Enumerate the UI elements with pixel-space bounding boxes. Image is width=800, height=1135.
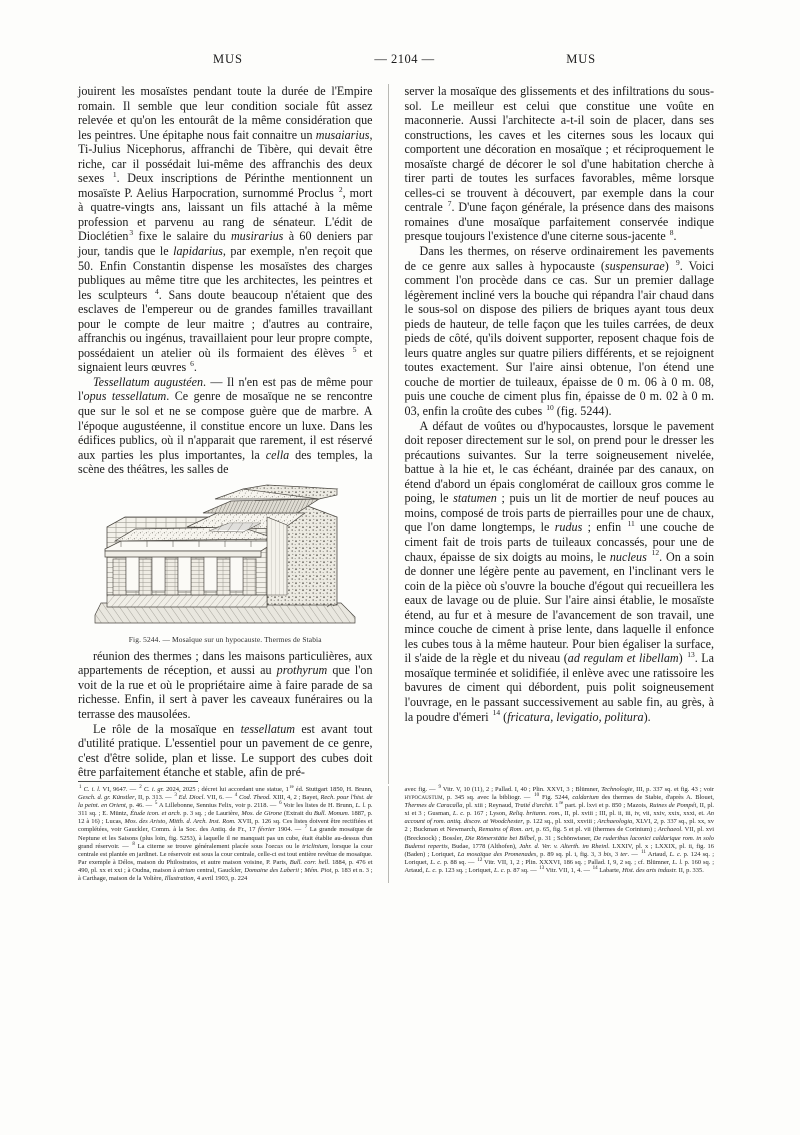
running-head <box>78 52 714 67</box>
footnote-column-left <box>78 786 389 883</box>
paragraph: réunion des thermes ; dans les maisons particulières, aux appartements de réception, et aussi au prothyrum que l'on voit de la rue et où le propriétaire aime à faire parade de sa richesse. Enfin, il sert à paver les caveaux funéraires ou la terrasse des mausolées. <box>78 648 373 721</box>
figure <box>78 483 373 644</box>
footnote-separator <box>78 781 198 782</box>
paragraph: server la mosaïque des glissements et des infiltrations du sous-sol. Le meilleur est celui que constitue une voûte en maconnerie. Aussi l'architecte a-t-il soin de placer, dans ses constructions, les caves et les citernes sous les locaux qui comportent une décoration en mosaïque ; et réciproquement le mosaïste chargé de décorer le sol d'une habitation cherche à tirer parti de toutes les surfaces favorables, même lorsque celles-ci se trouvent à découvert, par exemple dans la cour centrale $^7$. D'une façon générale, la présence dans des maisons romaines d'une mosaïque parfaitement conservée indique presque toujours l'existence d'une citerne sous-jacente $^8$. <box>404 84 714 244</box>
engraving-svg <box>91 483 359 631</box>
left-column <box>78 84 389 784</box>
mosaic-over-hypocaust-engraving <box>91 483 359 631</box>
running-head-right: MUS <box>566 52 596 66</box>
right-column <box>405 84 714 784</box>
page-number: — 2104 — <box>374 52 435 66</box>
paragraph: jouirent les mosaïstes pendant toute la durée de l'Empire romain. Il semble que leur condition sociale fût assez relevée et qu'on les entourât de la même considération que les peintres. Une épitaphe nous fait connaitre un musaiarius, Ti-Julius Nicephorus, affranchi de Tibère, qui devait être riche, car il possédait lui-même des affranchis des deux sexes $^1$. Deux inscriptions de Périnthe mentionnent un mosaïste P. Aelius Harpocration, surnommé Proclus $^2$, mort à quatre-vingts ans, laissant un fils attaché à la même profession et parvenu au rang de sénateur. L'édit de Dioclétien$^3$ fixe le salaire du musirarius à 60 deniers par jour, tandis que le lapidarius, par exemple, n'en reçoit que 50. Enfin Constantin dispense les mosaïstes des charges publiques au même titre que les architectes, les peintres et les sculpteurs $^4$. Sans doute beaucoup n'étaient que des esclaves de l'empereur ou de grandes familles travaillant pour le compte de leur maitre ; d'autres au contraire, affranchis ou ingénus, travaillaient pour leur propre compte, possédaient un atelier où ils formaient des élèves $^5$ et signaient leurs œuvres $^6$. <box>78 84 373 375</box>
paragraph: Dans les thermes, on réserve ordinairement les pavements de ce genre aux salles à hypocauste (suspensurae) $^9$. Voici comment l'on procède dans ce cas. Sur un premier dallage légèrement incliné vers la bouche qui répandra l'air chaud dans le sous-sol on dispose des piliers de briques ayant tous deux pieds de hauteur, de telle façon que les tuiles carrées, de deux pieds de côté, qu'ils doivent supporter, reposent chaque fois de leurs quatre angles sur quatre piliers différents, et se rejoignent toutes exactement. Sur l'aire ainsi obtenue, l'on étend une couche de mortier de tuileaux, épaisse de 0 m. 06 à 0 m. 08, puis une couche de ciment plus fin, épaisse de 0 m. 02 à 0 m. 03, enfin la croûte des cubes $^{10}$ (fig. 5244). <box>404 244 714 419</box>
figure-caption: Fig. 5244. — Mosaïque sur un hypocauste. Thermes de Stabia <box>128 634 322 644</box>
footnote-text: avec fig. — $^9$ Vitr. V, 10 (11), 2 ; Pallad. I, 40 ; Plin. XXVI, 3 ; Blümner, Technologie, III, p. 337 sq. et fig. 43 ; voir hypocaustum, p. 345 sq. avec la bibliogr. — $^{10}$ Fig. 5244, caldarium des thermes de Stabie, d'après A. Blouet, Thermes de Caracalla, pl. xiii ; Reynaud, Traité d'archit. 1re part. pl. lxvi et p. 850 ; Mazois, Ruines de Pompéi, II, pl. xi et 3 ; Gusman, L. c. p. 167 ; Lyson, Reliq. britann. rom., II, pl. xviii ; III, pl. ii, iii, iv, vii, xxiv, xxix, xxxi, et. An account of rom. antiq. discov. at Woodchester, p. 122 sq., pl. xxii, xxviii ; Archaeologia, XLVI, 2, p. 337 sq., pl. xx, xv 2 ; Buckman et Newmarch, Remains of Rom. art, p. 65, fig. 5 et pl. vii (thermes de Corinium) ; Archaeol. VII, pl. xvi (Brecknock) ; Bossler, Die Römerstätte bei Bilbel, p. 31 ; Schönwisner, De ruderibus laconici caldarique rom. in solo Budensi repertis, Budae, 1778 (Althofen), Jahr. d. Ver. v. Alterth. im Rheinl. LXXIV, pl. x ; LXXIX, pl. ii, fig. 16 (Baden) ; Loriquet, La mosaïque des Promenades, p. 89 sq. pl. i, fig. 3, 3 bis, 3 ter. — $^{11}$ Artaud, L. c. p. 124 sq. ; Loriquet, L. c. p. 88 sq. — $^{12}$ Vitr. VII, 1, 2 ; Plin. XXXVI, 186 sq. ; Pallad. I, 9, 2 sq. ; cf. Blümner, L. l. p. 160 sq. ; Artaud, L. c. p. 123 sq. ; Loriquet, L. c. p. 87 sq. — $^{13}$ Vitr. VII, 1, 4. — $^{14}$ Labarte, Hist. des arts industr. II, p. 335. <box>404 784 715 874</box>
paragraph: A défaut de voûtes ou d'hypocaustes, lorsque le pavement doit reposer directement sur le sol, on prend pour le dresser les précautions suivantes. Sur la terre soigneusement nivelée, battue à la hie et, le cas échéant, drainée par des canaux, on étend d'abord un épais conglomérat de cailloux gros comme le poing, le statumen ; puis un lit de mortier de neuf pouces au moins, composé de trois parts de pierrailles pour une de chaux, que l'on dame longtemps, le rudus ; enfin $^{11}$ une couche de ciment fait de trois parts de tuileaux concassés, pour une de chaux, épaisse de six doigts au moins, le nucleus $^{12}$. On a soin de donner une légère pente au pavement, en l'inclinant vers le coin de la pièce où s'ouvre la bouche d'égout qui recueillera les eaux de lavage ou de pluie. Sur l'aire ainsi établie, le mosaïste étend, au fur et à mesure de l'avancement de son travail, une mince couche de ciment à prise lente, dans laquelle il enfonce les cubes tous à la même hauteur. Pour bien égaliser la surface, il s'aide de la règle et du niveau (ad regulam et libellam) $^{13}$. La mosaïque terminée et solidifiée, il enlève avec une ratissoire les bavures de ciment qui débordent, puis polit soigneusement l'ouvrage, en le passant successivement au sable fin, au grès, à la poudre d'émeri $^{14}$ (fricatura, levigatio, politura). <box>404 418 714 724</box>
footnote-text: $^1$ C. i. l. VI, 9647. — $^2$ C. i. gr. 2024, 2025 ; décret lui accordant une statue, 1re éd. Stuttgart 1850, H. Brunn, Gesch. d. gr. Künstler, II, p. 313. — $^3$ Ed. Diocl. VII, 6. — $^4$ Cod. Theod. XIII, 4, 2 ; Bayet, Rech. pour l'hist. de la peint. en Orient, p. 46. — $^5$ A Lillebonne, Sennius Felix, voir p. 2118. — $^6$ Voir les listes de H. Brunn, L. l. p. 311 sq. ; E. Müntz, Étude icon. et arch. p. 3 sq. ; de Laurière, Mos. de Girone (Extrait du Bull. Monum. 1887, p. 12 à 16) ; Lucas, Mos. des Aristo, Mitth. d. Arch. Inst. Rom. XVII, p. 126 sq. Ces listes doivent être rectifiées et complétées, voir Gauckler, Comm. à la Soc. des Antiq. de Fr., 17 février 1904. — $^7$ La grande mosaïque de Neptune et les Saisons (plus loin, fig. 5253), à laquelle il ne manquait pas un cube, était établie au-dessus d'un grand réservoir. — $^8$ La citerne se trouve généralement placée sous l'oecus ou le triclinium, lorsque la cour centrale est plantée en jardinet. Le réservoir est sous la cour centrale, celle-ci est tout entière revêtue de mosaïque. Par exemple à Délos, maison du Philostratos, et autre maison voisine, P. Paris, Bull. corr. hell. 1884, p. 476 et 490, pl. xx et xxi ; à Oudna, maison à atrium central, Gauckler, Domaine des Laberii ; Mém. Piot, p. 183 et n. 3 ; à Carthage, maison de la Volière, Illustration, 4 avril 1903, p. 224 <box>78 784 373 883</box>
paragraph: Le rôle de la mosaïque en tessellatum est avant tout d'utilité pratique. L'essentiel pour un pavement de ce genre, c'est d'être solide, plan et lisse. Le support des cubes doit être parfaitement étanche et stable, afin de pré- <box>78 721 373 780</box>
footnote-column-right <box>405 786 714 883</box>
running-head-left: MUS <box>213 52 243 66</box>
body-columns <box>78 84 714 784</box>
paragraph: Tessellatum augustéen. — Il n'en est pas de même pour l'opus tessellatum. Ce genre de mosaïque ne se rencontre que sur le sol et ne se compose guère que de marbre. A l'époque augustéenne, il constitue encore un luxe. Dans les édifices publics, où il n'apparait que rarement, il est réservé aux parties les plus importantes, la cella des temples, la scène des théâtres, les salles de <box>78 374 373 477</box>
footnotes <box>78 786 714 883</box>
